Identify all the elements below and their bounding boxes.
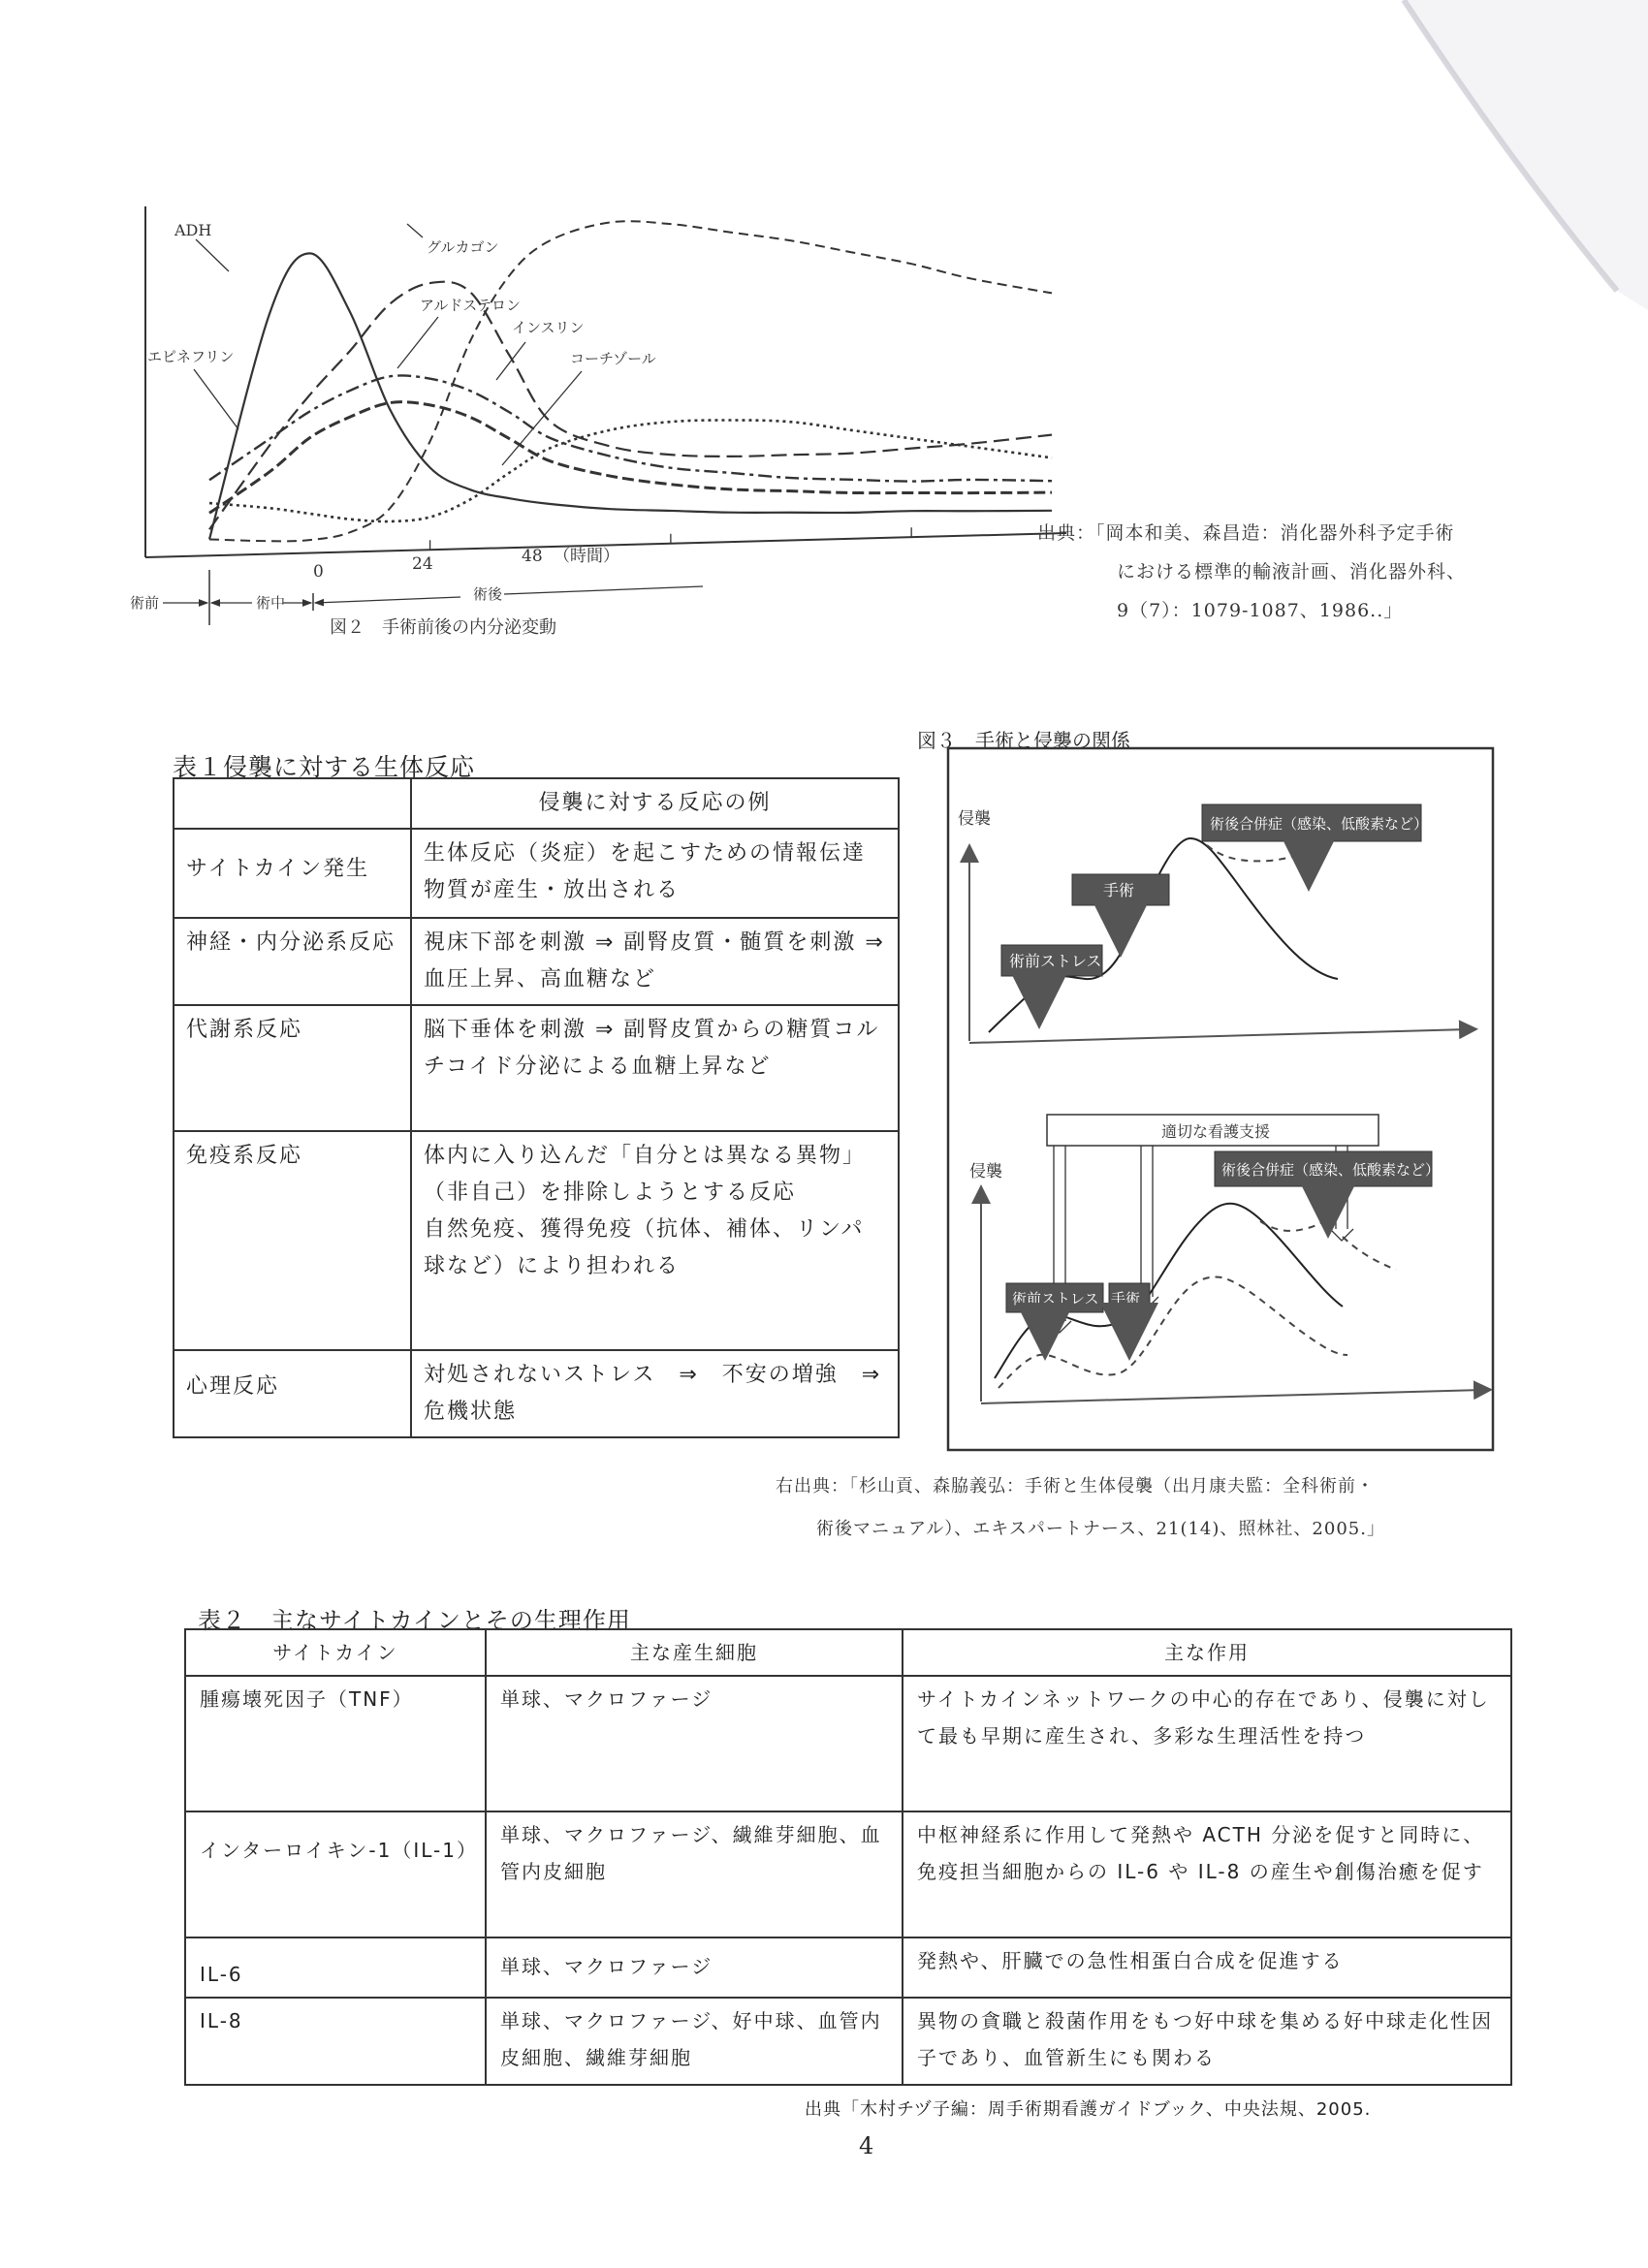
cytokine-cell: IL-8	[185, 1998, 486, 2085]
panel2	[969, 1115, 1483, 1403]
y-axis-label: 侵襲	[958, 809, 991, 829]
table2	[184, 1628, 1512, 2086]
action-cell: 中枢神経系に作用して発熱や ACTH 分泌を促すと同時に、免疫担当細胞からの IL-6 や IL-8 の産生や創傷治癒を促す	[903, 1811, 1511, 1937]
header-cell: サイトカイン	[185, 1629, 486, 1676]
page-number: 4	[859, 2132, 874, 2159]
category-cell: 代謝系反応	[174, 1005, 411, 1131]
phase-pre: 術前	[130, 594, 160, 612]
svg-text:術前ストレス: 術前ストレス	[1012, 1290, 1099, 1307]
action-cell: サイトカインネットワークの中心的存在であり、侵襲に対して最も早期に産生され、多彩な生理活性を持つ	[903, 1676, 1511, 1811]
action-cell: 異物の貪職と殺菌作用をもつ好中球を集める好中球走化性因子であり、血管新生にも関わる	[903, 1998, 1511, 2085]
table-row	[174, 1350, 899, 1437]
figure3-source	[776, 1465, 1385, 1551]
figure2-source	[1037, 514, 1466, 630]
figure2-endocrine-chart	[130, 189, 1066, 654]
label-complication	[1215, 1151, 1440, 1210]
source-line: における標準的輸液計画、消化器外科、	[1117, 561, 1467, 583]
header-cell: 主な産生細胞	[486, 1629, 903, 1676]
source-line: 右出典：「杉山貢、森脇義弘：手術と生体侵襲（出月康夫監：全科術前・	[776, 1476, 1375, 1496]
cells-cell: 単球、マクロファージ、繊維芽細胞、血管内皮細胞	[486, 1811, 903, 1937]
svg-text:手術: 手術	[1111, 1290, 1141, 1307]
table1-title: 表１侵襲に対する生体反応	[173, 753, 476, 781]
label-complication	[1202, 804, 1428, 863]
example-cell: 脳下垂体を刺激 ⇒ 副腎皮質からの糖質コルチコイド分泌による血糖上昇など	[411, 1005, 899, 1131]
cytokine-cell: IL-6	[185, 1937, 486, 1998]
table1	[173, 777, 905, 1438]
source-line: 術後マニュアル）、エキスパートナース、21(14)、照林社、2005.」	[816, 1519, 1385, 1539]
cells-cell: 単球、マクロファージ、好中球、血管内皮細胞、繊維芽細胞	[486, 1998, 903, 2085]
svg-text:術後合併症（感染、低酸素など）: 術後合併症（感染、低酸素など）	[1221, 1161, 1441, 1179]
label-aldosterone: アルドステロン	[420, 297, 521, 314]
svg-text:術前ストレス: 術前ストレス	[1009, 952, 1102, 970]
source-line: 9（7）：1079-1087、1986..」	[1117, 600, 1404, 621]
example-text-2: 自然免疫、獲得免疫（抗体、補体、リンパ球など）により担われる	[424, 1217, 865, 1278]
header-cell	[174, 778, 411, 829]
source-line: 出典：「岡本和美、森昌造：消化器外科予定手術	[1037, 522, 1455, 544]
figure2-caption: 図２ 手術前後の内分泌変動	[330, 617, 556, 638]
figure3-title: 図３ 手術と侵襲の関係	[917, 729, 1130, 752]
category-cell: 神経・内分泌系反応	[174, 918, 411, 1005]
x-unit-label: （時間）	[554, 547, 619, 566]
series-line-0	[209, 253, 1052, 539]
phase-intra: 術中	[256, 594, 286, 612]
table-row	[174, 918, 899, 1005]
cells-cell: 単球、マクロファージ	[486, 1676, 903, 1811]
table2-title: 表２ 主なサイトカインとその生理作用	[198, 1607, 631, 1634]
example-cell	[411, 1131, 899, 1350]
tick-label-24: 24	[412, 554, 433, 574]
category-cell: 心理反応	[174, 1350, 411, 1437]
label-preop-stress	[1001, 945, 1102, 1000]
example-cell: 視床下部を刺激 ⇒ 副腎皮質・髄質を刺激 ⇒ 血圧上昇、高血糖など	[411, 918, 899, 1005]
label-glucagon: グルカゴン	[427, 238, 499, 256]
example-text: 体内に入り込んだ「自分とは異なる異物」（非自己）を排除しようとする反応	[424, 1144, 867, 1205]
figure3-invasion-diagram	[931, 746, 1503, 1454]
label-insulin: インスリン	[512, 319, 585, 336]
complication-curve	[1260, 1210, 1338, 1231]
label-surgery	[1072, 874, 1169, 929]
table-row	[185, 1676, 1511, 1811]
header-cell: 主な作用	[903, 1629, 1511, 1676]
table-row	[174, 1005, 899, 1131]
table-header-row	[185, 1629, 1511, 1676]
reduced-complication-curve	[1343, 1237, 1396, 1270]
table-row	[185, 1998, 1511, 2085]
table-header-row	[174, 778, 899, 829]
category-cell: サイトカイン発生	[174, 829, 411, 918]
table-row	[185, 1811, 1511, 1937]
tick-label-0: 0	[313, 562, 324, 582]
invasion-curve	[989, 838, 1338, 1032]
tick-label-48: 48	[522, 547, 543, 566]
header-cell: 侵襲に対する反応の例	[411, 778, 899, 829]
table2-source: 出典「木村チヅ子編：周手術期看護ガイドブック、中央法規、2005.	[805, 2099, 1372, 2120]
series-line-4	[209, 375, 1052, 481]
svg-text:術後合併症（感染、低酸素など）: 術後合併症（感染、低酸素など）	[1210, 815, 1429, 833]
category-cell: 免疫系反応	[174, 1131, 411, 1350]
cytokine-cell: インターロイキン-1（IL-1）	[185, 1811, 486, 1937]
table-row	[174, 1131, 899, 1350]
action-cell: 発熱や、肝臓での急性相蛋白合成を促進する	[903, 1937, 1511, 1998]
cytokine-cell: 腫瘍壊死因子（TNF）	[185, 1676, 486, 1811]
nursing-support-label: 適切な看護支援	[1161, 1122, 1271, 1141]
phase-post: 術後	[473, 585, 503, 603]
table-row	[174, 829, 899, 918]
series-line-5	[209, 402, 1052, 514]
label-epinephrine: エピネフリン	[147, 348, 235, 365]
y-axis-label: 侵襲	[969, 1162, 1002, 1181]
cells-cell: 単球、マクロファージ	[486, 1937, 903, 1998]
series-line-3	[209, 421, 1052, 522]
example-cell: 生体反応（炎症）を起こすための情報伝達物質が産生・放出される	[411, 829, 899, 918]
table-row	[185, 1937, 1511, 1998]
example-cell: 対処されないストレス ⇒ 不安の増強 ⇒ 危機状態	[411, 1350, 899, 1437]
label-adh: ADH	[174, 221, 212, 239]
label-cortisol: コーチゾール	[570, 350, 656, 367]
panel1	[958, 804, 1469, 1043]
svg-text:手術: 手術	[1103, 881, 1135, 899]
